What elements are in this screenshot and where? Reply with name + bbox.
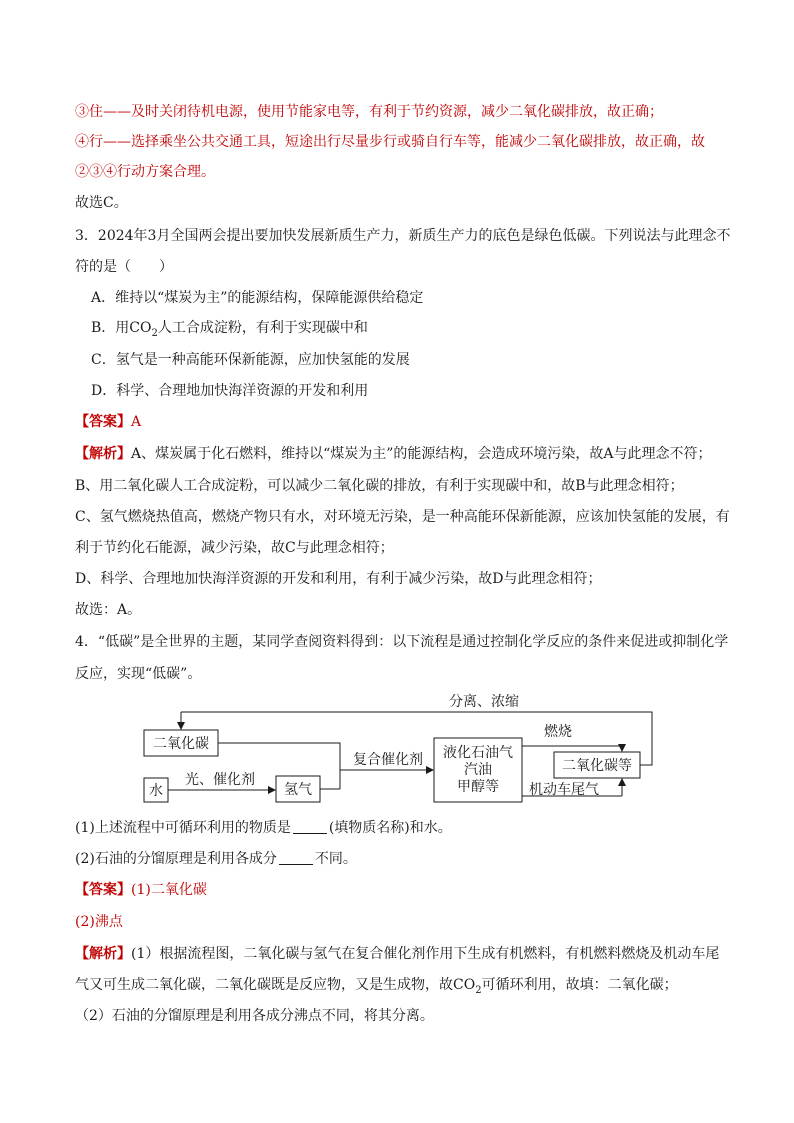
q4-sub1 (75, 818, 452, 838)
q4-stem: 4．“低碳”是全世界的主题，某同学查阅资料得到：以下流程是通过控制化学反应的条件来促进或抑制化学 (75, 634, 729, 650)
light-catalyst-label: 光、催化剂 (185, 772, 255, 788)
q4-sub2 (75, 849, 357, 869)
q4-sub2-post: 不同。 (314, 851, 357, 867)
q3-answer (75, 412, 141, 432)
q4-sub1-post: (填物质名称)和水。 (328, 820, 452, 836)
q4-answer (75, 880, 207, 900)
co2-box-label: 二氧化碳 (153, 736, 209, 752)
water-box-label: 水 (149, 783, 163, 799)
exhaust-label: 机动车尾气 (529, 782, 599, 798)
choice-conclusion: 故选C。 (75, 195, 128, 211)
q3-option-b-post: 人工合成淀粉，有利于实现碳中和 (157, 320, 368, 336)
q3-analysis-conclusion: 故选：A。 (75, 602, 142, 618)
analysis-tag: 【解析】 (75, 446, 131, 462)
fuel-line-2: 汽油 (464, 762, 492, 778)
answer-tag: 【答案】 (75, 414, 131, 430)
q3-option-d: D．科学、合理地加快海洋资源的开发和利用 (91, 383, 369, 399)
q3-analysis-d: D、科学、合理地加快海洋资源的开发和利用，有利于减少污染，故D与此理念相符； (75, 571, 602, 587)
analysis-text: A、煤炭属于化石燃料，维持以“煤炭为主”的能源结构，会造成环境污染，故A与此理念不符； (131, 446, 712, 462)
q3-analysis-a (75, 444, 712, 464)
fuel-line-3: 甲醇等 (457, 779, 499, 795)
fuel-line-1: 液化石油气 (443, 745, 513, 761)
analysis-sub: 2 (475, 984, 482, 996)
q4-analysis-3: （2）石油的分馏原理是利用各成分沸点不同，将其分离。 (75, 1008, 434, 1024)
q4-stem-cont: 反应，实现“低碳”。 (75, 666, 202, 682)
q4-sub1-pre: (1)上述流程中可循环利用的物质是 (75, 820, 291, 836)
q3-option-b (91, 318, 368, 338)
q3-option-c: C．氢气是一种高能环保新能源，应加快氢能的发展 (91, 352, 410, 368)
q3-analysis-c: C、氢气燃烧热值高，燃烧产物只有水，对环境无污染，是一种高能环保新能源，应该加快氢能的发展，有 (75, 509, 730, 525)
q4-analysis-2 (75, 975, 678, 995)
burn-label: 燃烧 (544, 724, 572, 740)
flow-diagram (140, 690, 660, 812)
q3-option-b-pre: B．用CO (91, 320, 152, 336)
item-4-text-cont: ②③④行动方案合理。 (75, 164, 215, 180)
analysis-post: 可循环利用，故填：二氧化碳； (481, 977, 678, 993)
answer-value-2: (2)沸点 (75, 914, 123, 930)
analysis-pre: 气又可生成二氧化碳，二氧化碳既是反应物，又是生成物，故CO (75, 977, 476, 993)
answer-tag: 【答案】 (75, 882, 131, 898)
composite-catalyst-label: 复合催化剂 (353, 752, 423, 768)
q3-stem-cont: 符的是（ ） (75, 259, 173, 275)
answer-value: A (131, 414, 142, 430)
analysis-text: (1）根据流程图，二氧化碳与氢气在复合催化剂作用下生成有机燃料，有机燃料燃烧及机动车尾 (131, 946, 720, 962)
answer-blank (279, 850, 313, 865)
answer-value-1: (1)二氧化碳 (131, 882, 207, 898)
q3-stem: 3．2024年3月全国两会提出要加快发展新质生产力，新质生产力的底色是绿色低碳。下列说法与此理念不 (75, 228, 731, 244)
item-4-text: ④行——选择乘坐公共交通工具，短途出行尽量步行或骑自行车等，能减少二氧化碳排放，故正确，故 (75, 134, 705, 150)
item-3-text: ③住——及时关闭待机电源，使用节能家电等，有利于节约资源，减少二氧化碳排放，故正确； (75, 104, 663, 120)
co2-etc-label: 二氧化碳等 (562, 758, 632, 774)
q4-analysis-1 (75, 944, 719, 964)
q3-analysis-c-cont: 利于节约化石能源，减少污染，故C与此理念相符； (75, 540, 394, 556)
q3-option-b-sub: 2 (151, 327, 158, 339)
analysis-tag: 【解析】 (75, 946, 131, 962)
q3-analysis-b: B、用二氧化碳人工合成淀粉，可以减少二氧化碳的排放，有利于实现碳中和，故B与此理念相符； (75, 478, 684, 494)
q4-sub2-pre: (2)石油的分馏原理是利用各成分 (75, 851, 277, 867)
answer-blank (293, 819, 327, 834)
h2-box-label: 氢气 (284, 782, 312, 798)
q3-option-a: A．维持以“煤炭为主”的能源结构，保障能源供给稳定 (91, 290, 424, 306)
separate-label: 分离、浓缩 (449, 694, 519, 710)
